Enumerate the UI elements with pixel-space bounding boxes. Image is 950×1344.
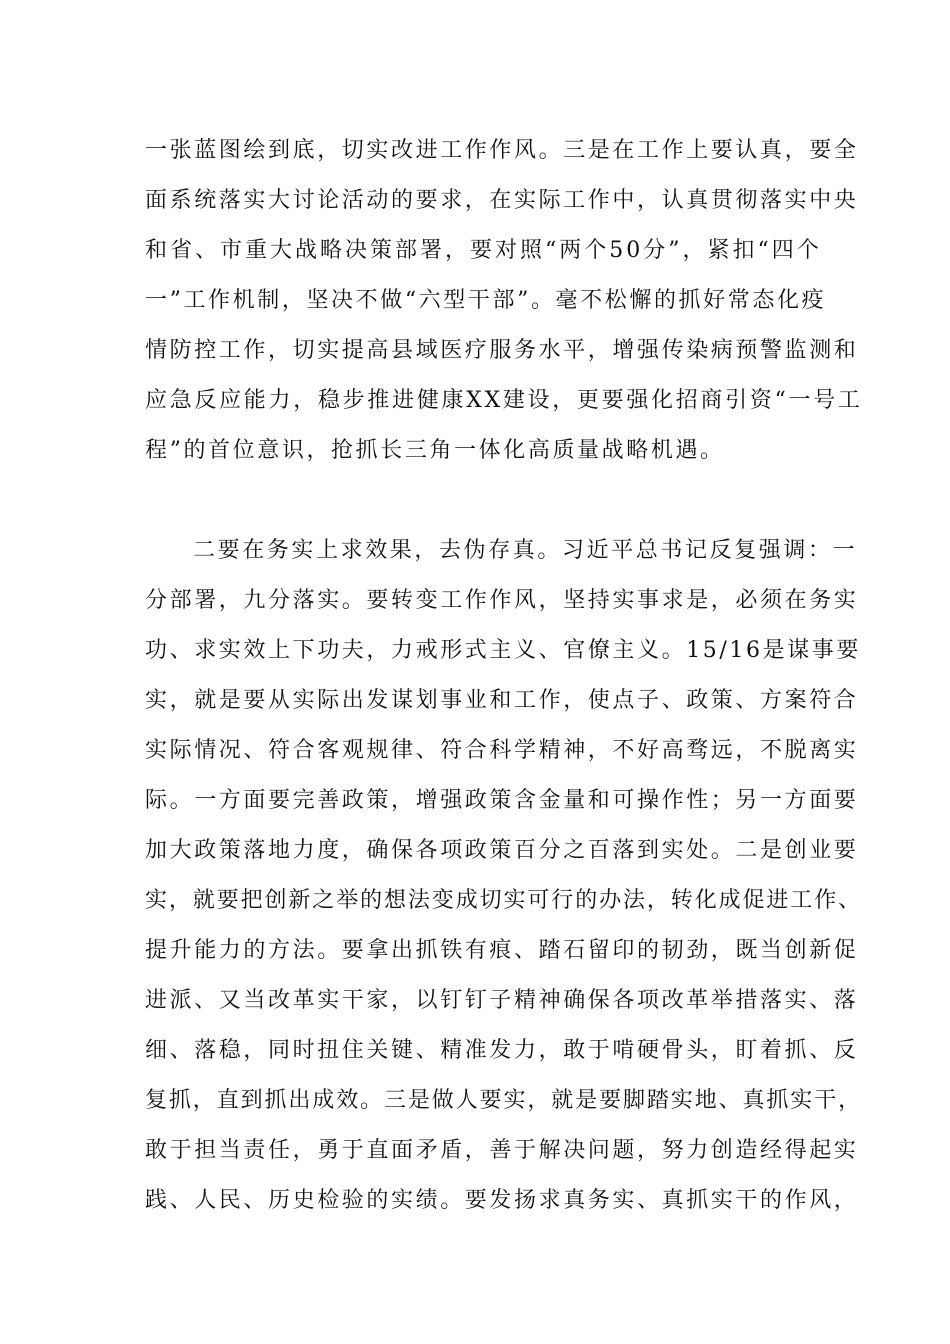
text-line: 一张蓝图绘到底，切实改进工作作风。三是在工作上要认真，要全 [145, 138, 859, 163]
text-line: 和省、市重大战略决策部署，要对照“两个50分”，紧扣“四个 [145, 238, 822, 263]
text-line: 面系统落实大讨论活动的要求，在实际工作中，认真贯彻落实中央 [145, 188, 859, 213]
text-line: 际。一方面要完善政策，增强政策含金量和可操作性；另一方面要 [145, 788, 859, 813]
text-line: 一”工作机制，坚决不做“六型干部”。毫不松懈的抓好常态化疫 [145, 288, 827, 313]
text-line: 分部署，九分落实。要转变工作作风，坚持实事求是，必须在务实 [145, 588, 859, 613]
text-line: 功、求实效上下功夫，力戒形式主义、官僚主义。15/16是谋事要 [145, 638, 862, 663]
text-line: 进派、又当改革实干家，以钉钉子精神确保各项改革举措落实、落 [145, 988, 859, 1013]
text-line: 加大政策落地力度，确保各项政策百分之百落到实处。二是创业要 [145, 838, 859, 863]
text-line: 复抓，直到抓出成效。三是做人要实，就是要脚踏实地、真抓实干， [145, 1088, 863, 1113]
text-line: 二要在务实上求效果，去伪存真。习近平总书记反复强调：一 [193, 538, 858, 563]
text-line: 实际情况、符合客观规律、符合科学精神，不好高骛远，不脱离实 [145, 738, 859, 763]
text-line: 实，就要把创新之举的想法变成切实可行的办法，转化成促进工作、 [145, 888, 863, 913]
text-line: 情防控工作，切实提高县域医疗服务水平，增强传染病预警监测和 [145, 338, 859, 363]
text-line: 细、落稳，同时扭住关键、精准发力，敢于啃硬骨头，盯着抓、反 [145, 1038, 859, 1063]
text-line: 程”的首位意识，抢抓长三角一体化高质量战略机遇。 [145, 438, 725, 463]
text-line: 应急反应能力，稳步推进健康XX建设，更要强化招商引资“一号工 [145, 388, 863, 413]
text-line: 提升能力的方法。要拿出抓铁有痕、踏石留印的韧劲，既当创新促 [145, 938, 859, 963]
text-line: 践、人民、历史检验的实绩。要发扬求真务实、真抓实干的作风， [145, 1188, 859, 1213]
text-line: 实，就是要从实际出发谋划事业和工作，使点子、政策、方案符合 [145, 688, 859, 713]
text-line: 敢于担当责任，勇于直面矛盾，善于解决问题，努力创造经得起实 [145, 1138, 859, 1163]
